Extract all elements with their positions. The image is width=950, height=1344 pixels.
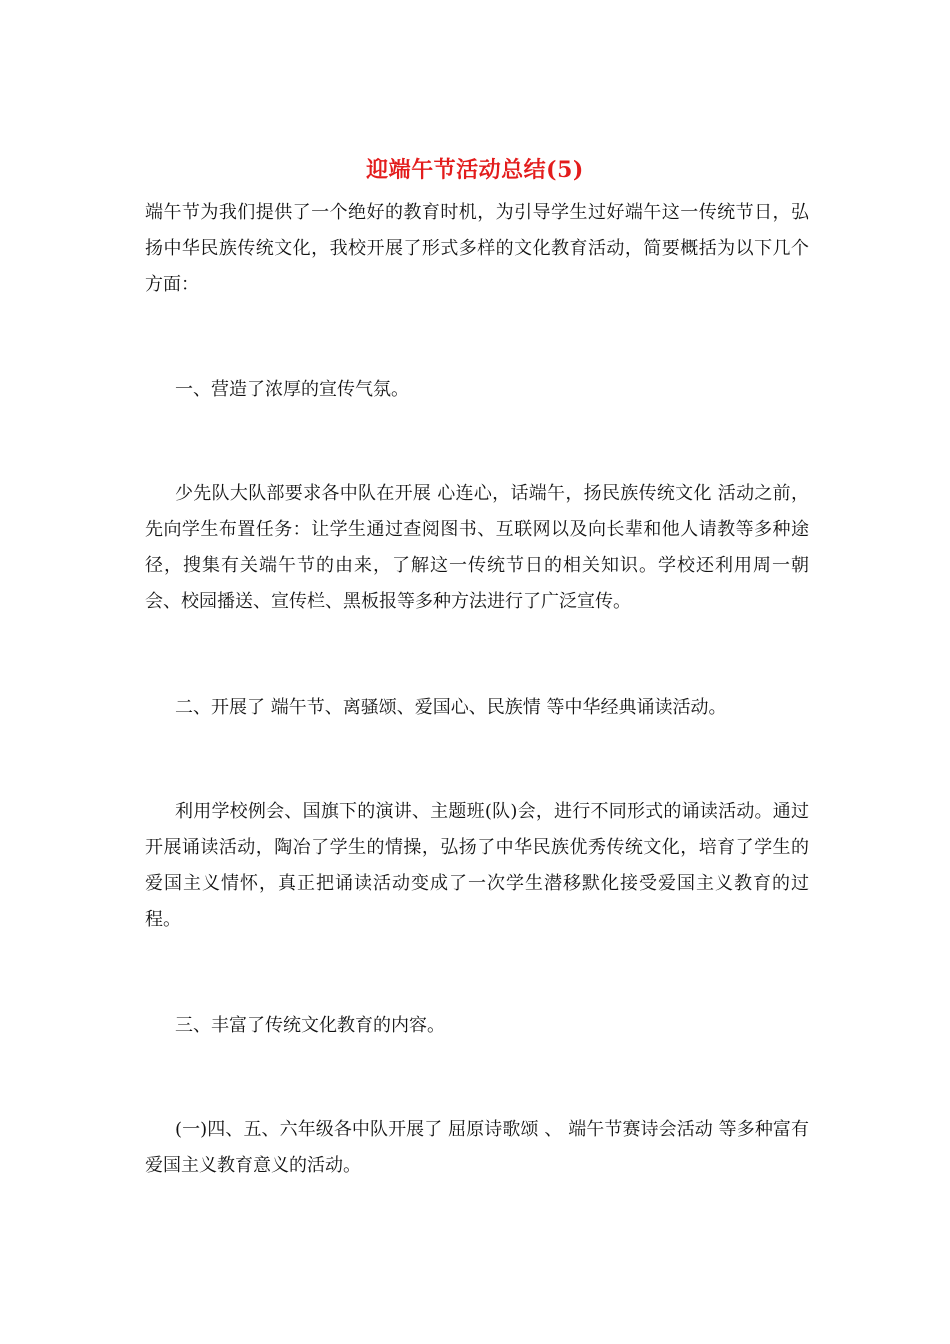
section-heading-2: 二、开展了 端午节、离骚颂、爱国心、民族情 等中华经典诵读活动。 — [175, 697, 727, 718]
section-body-2: 利用学校例会、国旗下的演讲、主题班(队)会，进行不同形式的诵读活动。通过开展诵读活动，陶冶了学生的情操，弘扬了中华民族优秀传统文化，培育了学生的爱国主义情怀，真正把诵读活动变成了一次学生潜移默化接受爱国主义教育的过程。 — [145, 801, 809, 930]
section-body-3: (一)四、五、六年级各中队开展了 屈原诗歌颂 、 端午节赛诗会活动 等多种富有爱国主义教育意义的活动。 — [145, 1119, 809, 1176]
document-title: 迎端午节活动总结(5) — [366, 157, 584, 183]
intro-paragraph: 端午节为我们提供了一个绝好的教育时机，为引导学生过好端午这一传统节日，弘扬中华民族传统文化，我校开展了形式多样的文化教育活动，简要概括为以下几个方面： — [145, 202, 809, 295]
section-heading-3: 三、丰富了传统文化教育的内容。 — [175, 1015, 445, 1036]
section-heading-1: 一、营造了浓厚的宣传气氛。 — [175, 379, 409, 400]
section-body-1: 少先队大队部要求各中队在开展 心连心，话端午，扬民族传统文化 活动之前，先向学生布置任务：让学生通过查阅图书、互联网以及向长辈和他人请教等多种途径，搜集有关端午节的由来，了解这一传统节日的相关知识。学校还利用周一朝会、校园播送、宣传栏、黑板报等多种方法进行了广泛宣传。 — [145, 483, 809, 612]
